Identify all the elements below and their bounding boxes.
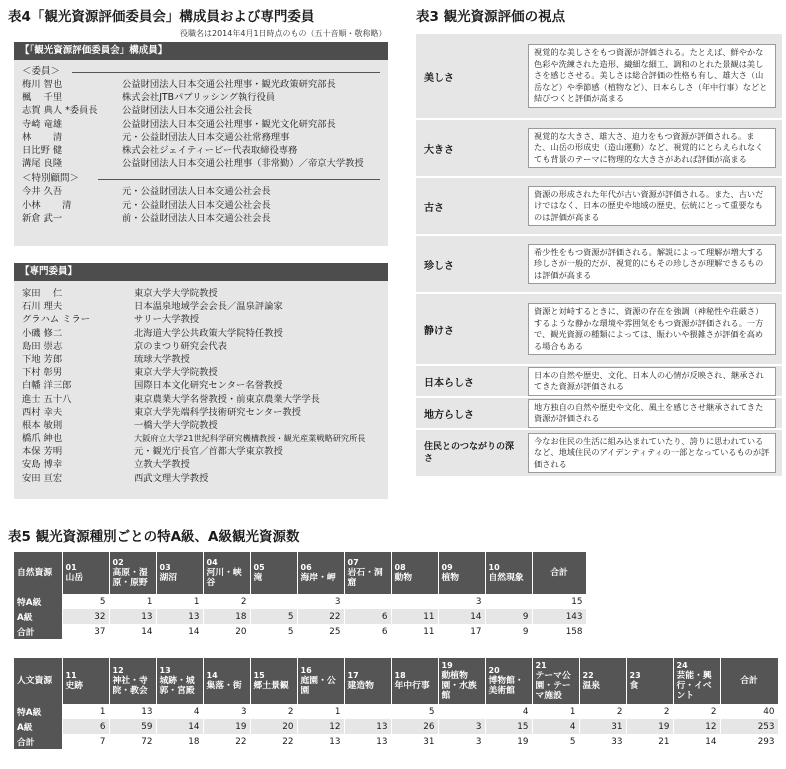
count-cell: 2 [626, 704, 673, 719]
specialist-role: 立教大学教授 [134, 459, 190, 471]
grade-label: 特A級 [14, 594, 62, 609]
criterion-cell [520, 34, 782, 118]
count-cell: 2 [203, 594, 250, 609]
count-cell [250, 594, 297, 609]
grade-label: 特A級 [14, 704, 62, 719]
member-name: 梅川 智也 [22, 79, 63, 90]
member-role: 公益財団法人日本交通公社理事・観光政策研究部長 [122, 79, 336, 90]
member-row [14, 131, 388, 144]
count-cell: 4 [532, 719, 579, 734]
natural-table [14, 552, 587, 639]
resource-type-header [297, 552, 344, 594]
count-cell: 18 [203, 609, 250, 624]
resource-type-header [156, 552, 203, 594]
specialist-role: 東京大学大学院教授 [134, 367, 218, 379]
group-label-text: ＜委員＞ [22, 66, 61, 77]
total-header: 合計 [720, 658, 778, 704]
count-cell: 5 [532, 734, 579, 749]
member-name: 林 清 [22, 131, 63, 143]
criterion-name: 静けさ [416, 294, 520, 364]
criterion-cell [520, 236, 782, 292]
resource-type-header [438, 658, 485, 704]
count-row [14, 624, 586, 639]
count-cell: 13 [297, 734, 344, 749]
type-name: 建造物 [347, 681, 374, 691]
count-cell: 13 [344, 719, 391, 734]
specialist-role: 京のまつり研究会代表 [134, 340, 227, 352]
type-number: 03 [159, 563, 171, 572]
committee-group-label [14, 172, 388, 185]
type-name: テーマ公園・テーマ施設 [535, 671, 571, 701]
table3 [416, 32, 782, 478]
member-name: 溝尾 良隆 [22, 158, 63, 170]
type-name: 自然現象 [488, 573, 524, 583]
count-cell: 17 [438, 624, 485, 639]
count-cell: 5 [62, 594, 109, 609]
type-name: 庭園・公園 [300, 676, 336, 696]
member-row [14, 104, 388, 117]
specialist-row [14, 313, 388, 326]
count-cell: 22 [297, 609, 344, 624]
count-cell: 1 [156, 594, 203, 609]
criterion-description: 希少性をもつ資源が評価される。解説によって理解が増大する珍しさが一般的だが、視覚的にもその珍しさが理解できるものは評価が高まる [528, 244, 776, 285]
resource-type-header [109, 658, 156, 704]
criterion-cell [520, 178, 782, 234]
member-name: 寺崎 竜雄 [22, 118, 63, 130]
criterion-description: 今なお住民の生活に組み込まれていたり、誇りに思われているなど、地域住民のアイデンティティの一部となっているものが評価される [528, 433, 776, 474]
criterion-cell [520, 398, 782, 428]
count-cell: 18 [156, 734, 203, 749]
member-role: 公益財団法人日本交通公社会長 [122, 105, 253, 117]
specialist-name: 根本 敏則 [22, 419, 63, 431]
resource-type-header [485, 658, 532, 704]
count-cell: 72 [109, 734, 156, 749]
count-cell: 2 [673, 704, 720, 719]
member-row [14, 212, 388, 225]
member-role: 公益財団法人日本交通公社理事（非常勤）／帝京大学教授 [122, 158, 364, 170]
count-cell: 14 [109, 624, 156, 639]
specialist-name: グラハム ミラー [22, 314, 91, 326]
criterion-description: 資源と対峙するときに、資源の存在を強調（神秘性や荘厳さ）するような静かな環境や雰囲気をもつ資源が評価される。一方で、観光資源の種類によっては、賑わいや猥雑さが評価を高める場合もある [528, 303, 776, 355]
count-cell: 143 [532, 609, 586, 624]
type-name: 郷土景観 [253, 681, 289, 691]
count-cell: 20 [203, 624, 250, 639]
specialist-role: 国際日本文化研究センター名誉教授 [134, 380, 283, 392]
type-number: 11 [65, 671, 77, 680]
member-row [14, 118, 388, 131]
resource-type-header [626, 658, 673, 704]
specialist-row [14, 445, 388, 458]
count-cell: 13 [109, 704, 156, 719]
specialist-row [14, 393, 388, 406]
member-role: 前・公益財団法人日本交通公社会長 [122, 212, 271, 224]
criterion-description: 資源の形成された年代が古い資源が評価される。また、古いだけではなく、日本の歴史や地域の歴史、伝統にとって重要なものは評価が高まる [528, 186, 776, 227]
member-row [14, 185, 388, 198]
count-cell: 2 [250, 704, 297, 719]
specialist-row [14, 366, 388, 379]
member-name: 楓 千里 [22, 92, 63, 104]
type-name: 高原・湿原・原野 [112, 568, 148, 588]
specialist-row [14, 419, 388, 432]
type-name: 食 [629, 681, 639, 691]
count-cell: 1 [532, 704, 579, 719]
count-cell: 11 [391, 624, 438, 639]
criterion-description: 視覚的な美しさをもつ資源が評価される。たとえば、鮮やかな色彩や洗練された造形、繊細な細工、調和のとれた景観は美しさを感じさせる。美しさは総合評価の性格も有し、雄大さ（山岳など）や季節感（植物など）、日本らしさ（年中行事）などと結びつくと評価が高まる [528, 44, 776, 108]
specialist-name: 島田 崇志 [22, 340, 63, 352]
type-number: 12 [112, 666, 124, 675]
cultural-table [14, 658, 779, 749]
category-header: 自然資源 [14, 552, 62, 594]
type-number: 19 [441, 661, 453, 670]
committee-box [14, 42, 388, 246]
type-name: 海岸・岬 [300, 573, 336, 583]
type-number: 20 [488, 666, 500, 675]
criterion-row [416, 236, 782, 292]
grade-label: A級 [14, 609, 62, 624]
type-number: 07 [347, 558, 359, 567]
type-name: 動物 [394, 573, 413, 583]
specialist-name: 下地 芳郎 [22, 353, 63, 365]
count-cell: 14 [156, 719, 203, 734]
type-name: 河川・峡谷 [206, 568, 242, 588]
table4-note: 役職名は2014年4月1日時点のもの（五十音順・敬称略） [180, 29, 387, 38]
type-number: 14 [206, 671, 218, 680]
count-cell: 4 [156, 704, 203, 719]
count-cell: 11 [391, 609, 438, 624]
criterion-name: 古さ [416, 178, 520, 234]
count-cell: 14 [673, 734, 720, 749]
count-cell [438, 704, 485, 719]
specialist-row [14, 353, 388, 366]
cultural-resources-table [14, 658, 779, 749]
count-cell: 12 [673, 719, 720, 734]
category-header: 人文資源 [14, 658, 62, 704]
count-cell: 9 [485, 624, 532, 639]
type-name: 芸能・興行・イベント [676, 671, 712, 701]
count-cell: 14 [438, 609, 485, 624]
resource-type-header [62, 658, 109, 704]
count-cell: 15 [485, 719, 532, 734]
resource-type-header [391, 552, 438, 594]
count-cell [344, 704, 391, 719]
member-name: 志賀 典人 *委員長 [22, 105, 98, 117]
specialist-name: 西村 幸夫 [22, 406, 63, 418]
resource-type-header [156, 658, 203, 704]
natural-resources-table [14, 552, 587, 639]
specialist-role: サリー大学教授 [134, 314, 200, 326]
member-name: 新倉 武一 [22, 212, 63, 224]
count-row [14, 719, 778, 734]
count-cell: 26 [391, 719, 438, 734]
specialist-row [14, 406, 388, 419]
grade-label: 合計 [14, 624, 62, 639]
group-rule-divider [98, 179, 380, 180]
count-cell: 59 [109, 719, 156, 734]
group-label-text: ＜特別顧問＞ [22, 173, 80, 185]
count-cell: 3 [438, 734, 485, 749]
count-cell: 3 [203, 704, 250, 719]
criterion-row [416, 366, 782, 396]
count-cell: 22 [250, 734, 297, 749]
specialist-name: 小磯 修二 [22, 327, 63, 339]
specialist-name: 進士 五十八 [22, 393, 72, 405]
count-cell: 3 [438, 594, 485, 609]
count-cell: 253 [720, 719, 778, 734]
count-cell: 40 [720, 704, 778, 719]
grade-label: 合計 [14, 734, 62, 749]
type-name: 滝 [253, 573, 263, 583]
specialist-role: 元・観光庁長官／首都大学東京教授 [134, 446, 283, 458]
count-cell: 2 [579, 704, 626, 719]
count-cell: 21 [626, 734, 673, 749]
count-cell: 6 [62, 719, 109, 734]
resource-type-header [62, 552, 109, 594]
type-name: 岩石・洞窟 [347, 568, 383, 588]
type-name: 動植物園・水族館 [441, 671, 477, 701]
resource-type-header [344, 552, 391, 594]
type-number: 01 [65, 563, 77, 572]
count-cell: 37 [62, 624, 109, 639]
type-number: 09 [441, 563, 453, 572]
resource-type-header [485, 552, 532, 594]
criterion-row [416, 120, 782, 176]
count-cell: 13 [344, 734, 391, 749]
specialist-row [14, 432, 388, 445]
specialist-role: 東京大学先端科学技術研究センター教授 [134, 406, 301, 418]
grade-label: A級 [14, 719, 62, 734]
count-cell: 14 [156, 624, 203, 639]
specialists-header: 【専門委員】 [14, 263, 388, 281]
type-name: 湖沼 [159, 573, 178, 583]
count-cell: 31 [579, 719, 626, 734]
committee-group-label [14, 65, 388, 78]
specialist-name: 本保 芳明 [22, 446, 63, 458]
member-row [14, 157, 388, 170]
count-cell: 13 [156, 609, 203, 624]
specialist-name: 安島 博幸 [22, 459, 63, 471]
count-row [14, 734, 778, 749]
specialist-role: 東京農業大学名誉教授・前東京農業大学学長 [134, 393, 320, 405]
type-name: 城跡・城郭・宮殿 [159, 676, 195, 696]
count-cell: 6 [344, 609, 391, 624]
criterion-row [416, 294, 782, 364]
count-cell: 158 [532, 624, 586, 639]
member-row [14, 144, 388, 157]
specialist-row [14, 327, 388, 340]
count-cell: 5 [250, 624, 297, 639]
criterion-name: 珍しさ [416, 236, 520, 292]
count-cell: 20 [250, 719, 297, 734]
count-row [14, 704, 778, 719]
criterion-description: 視覚的な大きさ、雄大さ、迫力をもつ資源が評価される。また、山岳の形成史（造山運動）など、視覚的にとらえられなくても背景のテーマに物理的な大きさがあれば評価が高まる [528, 128, 776, 169]
specialist-row [14, 379, 388, 392]
type-number: 16 [300, 666, 312, 675]
count-row [14, 609, 586, 624]
specialist-name: 石川 理夫 [22, 301, 63, 313]
count-cell: 32 [62, 609, 109, 624]
committee-groups [14, 60, 388, 225]
criterion-name: 日本らしさ [416, 366, 520, 396]
resource-type-header [297, 658, 344, 704]
specialists-box [14, 263, 388, 499]
count-cell: 1 [297, 704, 344, 719]
specialist-row [14, 300, 388, 313]
type-number: 06 [300, 563, 312, 572]
resource-type-header [344, 658, 391, 704]
table5-title: 表5 観光資源種別ごとの特A級、A級観光資源数 [8, 529, 300, 545]
count-cell: 5 [250, 609, 297, 624]
type-name: 史跡 [65, 681, 84, 691]
specialist-row [14, 458, 388, 471]
member-row [14, 199, 388, 212]
specialist-role: 大阪府立大学21世紀科学研究機構教授・観光産業戦略研究所長 [134, 433, 366, 444]
specialist-role: 北海道大学公共政策大学院特任教授 [134, 327, 283, 339]
count-cell: 19 [626, 719, 673, 734]
count-cell: 22 [203, 734, 250, 749]
criterion-cell [520, 430, 782, 476]
type-name: 神社・寺院・教会 [112, 676, 148, 696]
count-cell: 293 [720, 734, 778, 749]
criterion-description: 日本の自然や歴史、文化、日本人の心情が反映され、継承されてきた資源が評価される [528, 367, 776, 396]
specialist-role: 日本温泉地域学会会長／温泉評論家 [134, 301, 283, 313]
group-rule-divider [72, 72, 380, 73]
type-name: 温泉 [582, 681, 601, 691]
count-cell: 33 [579, 734, 626, 749]
committee-header: 【「観光資源評価委員会」構成員】 [14, 42, 388, 60]
criterion-row [416, 178, 782, 234]
count-cell: 9 [485, 609, 532, 624]
specialist-role: 琉球大学教授 [134, 353, 190, 365]
total-header: 合計 [532, 552, 586, 594]
count-cell: 5 [391, 704, 438, 719]
specialist-name: 安田 亘宏 [22, 472, 63, 484]
resource-type-header [579, 658, 626, 704]
type-number: 23 [629, 671, 641, 680]
specialist-name: 家田 仁 [22, 288, 63, 299]
count-cell: 1 [109, 594, 156, 609]
type-number: 18 [394, 671, 406, 680]
type-name: 年中行事 [394, 681, 430, 691]
resource-type-header [109, 552, 156, 594]
type-number: 02 [112, 558, 124, 567]
count-cell: 12 [297, 719, 344, 734]
count-cell: 7 [62, 734, 109, 749]
specialist-name: 下村 彰男 [22, 367, 63, 379]
specialist-row [14, 287, 388, 300]
resource-type-header [673, 658, 720, 704]
member-role: 公益財団法人日本交通公社理事・観光文化研究部長 [122, 118, 336, 130]
resource-type-header [203, 552, 250, 594]
count-cell: 6 [344, 624, 391, 639]
count-cell [391, 594, 438, 609]
type-number: 21 [535, 661, 547, 670]
criterion-cell [520, 120, 782, 176]
criterion-row [416, 430, 782, 476]
specialist-row [14, 472, 388, 485]
criterion-cell [520, 366, 782, 396]
member-name: 今井 久吾 [22, 186, 63, 198]
count-cell [344, 594, 391, 609]
count-cell: 13 [109, 609, 156, 624]
count-row [14, 594, 586, 609]
type-name: 集落・街 [206, 681, 242, 691]
count-cell [485, 594, 532, 609]
member-role: 株式会社JTBパブリッシング執行役員 [122, 92, 276, 104]
type-number: 13 [159, 666, 171, 675]
specialists-list [14, 281, 388, 485]
type-number: 17 [347, 671, 359, 680]
specialist-role: 西武文理大学教授 [134, 472, 209, 484]
type-number: 05 [253, 563, 265, 572]
resource-type-header [391, 658, 438, 704]
table4-title: 表4「観光資源評価委員会」構成員および専門委員 [8, 9, 315, 25]
table3-grid [416, 32, 782, 478]
member-row [14, 78, 388, 91]
specialist-name: 橋爪 紳也 [22, 433, 63, 445]
criterion-name: 大きさ [416, 120, 520, 176]
type-number: 08 [394, 563, 406, 572]
criterion-row [416, 398, 782, 428]
criterion-name: 美しさ [416, 34, 520, 118]
member-role: 元・公益財団法人日本交通公社常務理事 [122, 131, 290, 143]
count-cell: 25 [297, 624, 344, 639]
type-name: 博物館・美術館 [488, 676, 524, 696]
criterion-description: 地方独自の自然や歴史や文化、風土を感じさせ継承されてきた資源が評価される [528, 399, 776, 428]
criterion-row [416, 34, 782, 118]
member-name: 小林 清 [22, 199, 72, 211]
type-number: 04 [206, 558, 218, 567]
count-cell: 1 [62, 704, 109, 719]
criterion-cell [520, 294, 782, 364]
count-cell: 3 [297, 594, 344, 609]
criterion-name: 地方らしさ [416, 398, 520, 428]
resource-type-header [250, 658, 297, 704]
count-cell: 4 [485, 704, 532, 719]
specialist-row [14, 340, 388, 353]
specialist-role: 東京大学大学院教授 [134, 288, 218, 299]
member-row [14, 91, 388, 104]
specialist-name: 白幡 洋三郎 [22, 380, 72, 392]
count-cell: 15 [532, 594, 586, 609]
type-number: 15 [253, 671, 265, 680]
resource-type-header [250, 552, 297, 594]
member-role: 元・公益財団法人日本交通公社会長 [122, 199, 271, 211]
type-name: 山岳 [65, 573, 84, 583]
type-number: 24 [676, 661, 688, 670]
resource-type-header [532, 658, 579, 704]
resource-type-header [438, 552, 485, 594]
type-number: 22 [582, 671, 594, 680]
criterion-name: 住民とのつながりの深さ [416, 430, 520, 476]
member-role: 元・公益財団法人日本交通公社会長 [122, 186, 271, 198]
table3-title: 表3 観光資源評価の視点 [416, 9, 566, 25]
type-name: 植物 [441, 573, 460, 583]
count-cell: 31 [391, 734, 438, 749]
member-role: 株式会社ジェイティービー代表取締役専務 [122, 144, 298, 156]
specialist-role: 一橋大学大学院教授 [134, 419, 218, 431]
type-number: 10 [488, 563, 500, 572]
count-cell: 3 [438, 719, 485, 734]
resource-type-header [203, 658, 250, 704]
count-cell: 19 [203, 719, 250, 734]
count-cell: 19 [485, 734, 532, 749]
member-name: 日比野 健 [22, 144, 63, 156]
